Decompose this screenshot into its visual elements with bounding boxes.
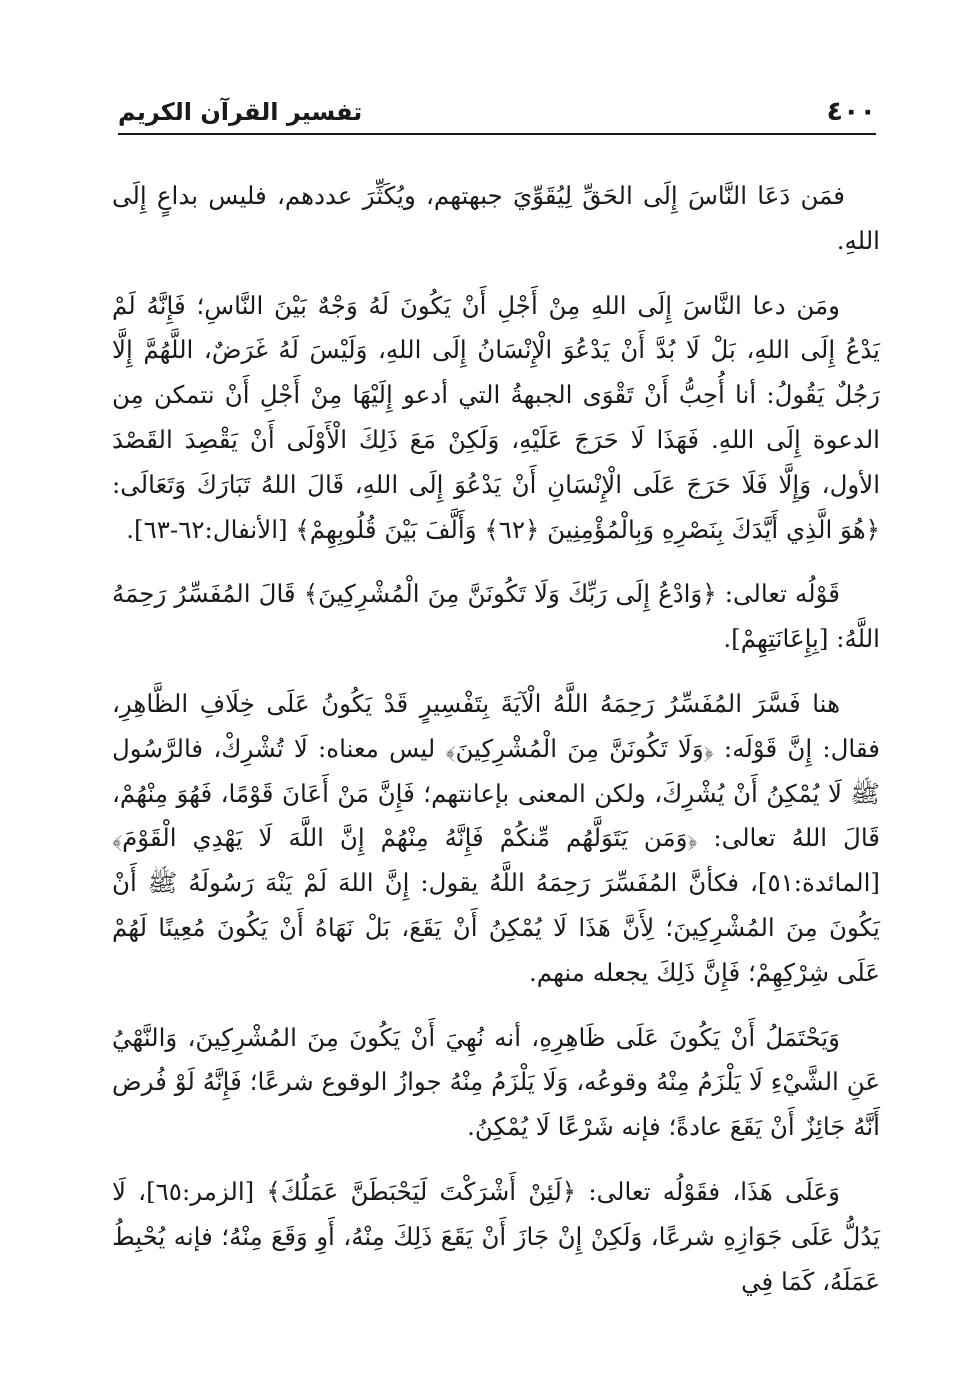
paragraph: وَعَلَى هَذَا، فقَوْلُه تعالى: ﴿لَئِنْ أَشْرَكْتَ لَيَحْبَطَنَّ عَمَلُكَ﴾ [الزمر:٦٥]، لَا يَدُلُّ عَلَى جَوَازِهِ شرعًا، وَلَكِنْ إِنْ جَازَ أَنْ يَقَعَ ذَلِكَ مِنْهُ، أَوِ وَقَعَ مِنْهُ؛ فإنه يُحْبِطُ عَمَلَهُ، كَمَا فِي bbox=[112, 1176, 880, 1296]
header-rule bbox=[118, 133, 876, 135]
page-header bbox=[118, 96, 876, 136]
paragraph: هنا فَسَّرَ المُفَسِّرُ رَحِمَهُ اللَّهُ الْآيَةَ بِتَفْسِيرٍ قَدْ يَكُونُ عَلَى خِلَافِ الظَّاهِرِ، فقال: إِنَّ قَوْلَه: ﴿وَلَا تَكُونَنَّ مِنَ الْمُشْرِكِينَ﴾ ليس معناه: لَا تُشْرِكْ، فالرَّسُول ﷺ لَا يُمْكِنُ أَنْ يُشْرِكَ، ولكن المعنى بإعانتهم؛ فَإِنَّ مَنْ أَعَانَ قَوْمًا، فَهُوَ مِنْهُمْ، قَالَ اللهُ تعالى: ﴿وَمَن يَتَوَلَّهُم مِّنكُمْ فَإِنَّهُ مِنْهُمْ إِنَّ اللَّهَ لَا يَهْدِي الْقَوْمَ﴾ [المائدة:٥١]، فكأنَّ المُفَسِّرَ رَحِمَهُ اللَّهُ يقول: إِنَّ اللهَ لَمْ يَنْهَ رَسُولَهُ ﷺ أَنْ يَكُونَ مِنَ المُشْرِكِينَ؛ لِأَنَّ هَذَا لَا يُمْكِنُ أَنْ يَقَعَ، بَلْ نَهَاهُ أَنْ يَكُونَ مُعِينًا لَهُمْ عَلَى شِرْكِهِمْ؛ فَإِنَّ ذَلِكَ يجعله منهم. bbox=[112, 688, 880, 987]
paragraph: ومَن دعا النَّاسَ إِلَى اللهِ مِنْ أَجْلِ أَنْ يَكُونَ لَهُ وَجْهٌ بَيْنَ النَّاسِ؛ فَإِنَّهُ لَمْ يَدْعُ إِلَى اللهِ، بَلْ لَا بُدَّ أَنْ يَدْعُوَ الْإِنْسَانُ إِلَى اللهِ، وَلَيْسَ لَهُ غَرَضٌ، اللَّهُمَّ إِلَّا رَجُلٌ يَقُولُ: أنا أُحِبُّ أَنْ تَقْوَى الجبهةُ التي أدعو إِلَيْهَا مِنْ أَجْلِ أَنْ نتمكن مِن الدعوة إِلَى اللهِ. فَهَذَا لَا حَرَجَ عَلَيْهِ، وَلَكِنْ مَعَ ذَلِكَ الْأَوْلَى أَنْ يَقْصِدَ القَصْدَ الأول، وَإِلَّا فَلَا حَرَجَ عَلَى الْإِنْسَانِ أَنْ يَدْعُوَ إِلَى اللهِ، قَالَ اللهُ تَبَارَكَ وَتَعَالَى: ﴿هُوَ الَّذِي أَيَّدَكَ بِنَصْرِهِ وَبِالْمُؤْمِنِينَ ﴿٦٢﴾ وَأَلَّفَ بَيْنَ قُلُوبِهِمْ﴾ [الأنفال:٦٢-٦٣]. bbox=[112, 290, 880, 544]
paragraph: وَيَحْتَمَلُ أَنْ يَكُونَ عَلَى ظَاهِرِهِ، أنه نُهِيَ أَنْ يَكُونَ مِنَ المُشْرِكِينَ، وَالنَّهْيُ عَنِ الشَّيْءِ لَا يَلْزَمُ مِنْهُ وقوعُه، وَلَا يَلْزَمُ مِنْهُ جوازُ الوقوع شرعًا؛ فَإِنَّهُ لَوْ فُرض أَنَّهُ جَائِزٌ أَنْ يَقَعَ عادةً؛ فإنه شَرْعًا لَا يُمْكِنُ. bbox=[112, 1022, 880, 1142]
page-number: ٤٠٠ bbox=[826, 96, 876, 127]
paragraph: قَوْلُه تعالى: ﴿وَادْعُ إِلَى رَبِّكَ وَلَا تَكُونَنَّ مِنَ الْمُشْرِكِينَ﴾ قَالَ المُفَسِّرُ رَحِمَهُ اللَّهُ: [بِإِعَانَتِهِمْ]. bbox=[112, 579, 880, 654]
body-text bbox=[112, 174, 880, 1324]
paragraph: فمَن دَعَا النَّاسَ إِلَى الحَقِّ لِيُقَوِّيَ جبهتهم، ويُكَثِّرَ عددهم، فليس بداعٍ إِلَى اللهِ. bbox=[112, 181, 880, 255]
running-title: تفسير القرآن الكريم bbox=[118, 98, 363, 126]
